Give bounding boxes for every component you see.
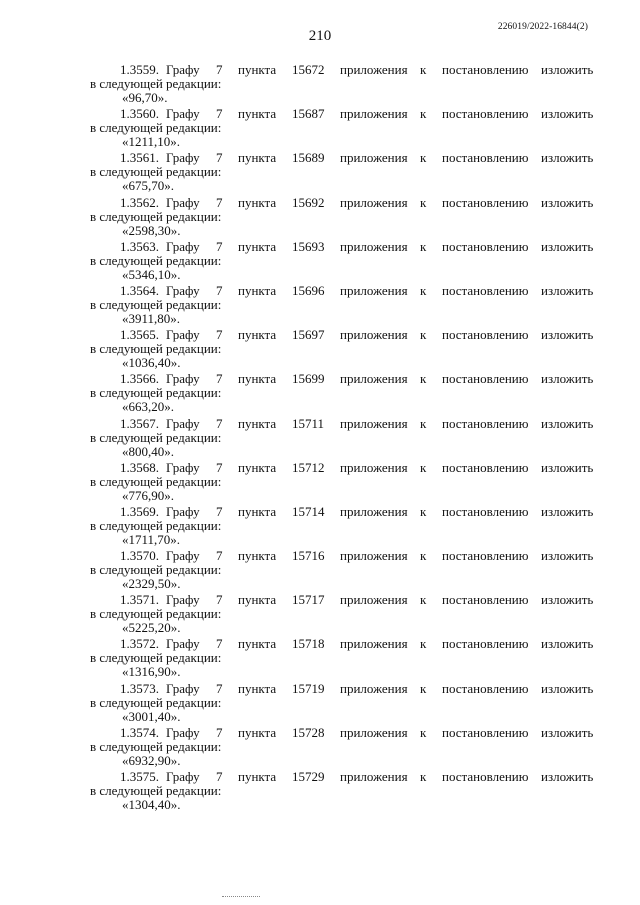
item-word-grafu: Графу <box>166 150 200 166</box>
item-number: 1.3566. <box>120 371 159 387</box>
item-word-postanovleniyu: постановлению <box>442 106 529 122</box>
item-word-grafu: Графу <box>166 724 200 740</box>
item-word-prilozheniya: приложения <box>340 327 408 343</box>
item-point-number: 15692 <box>292 194 325 210</box>
item-number: 1.3563. <box>120 238 159 254</box>
item-word-punkta: пункта <box>238 769 277 784</box>
item-word-izlozhit: изложить <box>541 592 594 608</box>
item-column-number: 7 <box>216 415 223 431</box>
item-point-number: 15728 <box>292 724 325 740</box>
item-word-punkta: пункта <box>238 62 277 77</box>
item-line2: в следующей редакции: <box>90 429 222 445</box>
item-number: 1.3571. <box>120 592 159 608</box>
item-word-izlozhit: изложить <box>541 724 594 740</box>
item-word-punkta: пункта <box>238 724 277 740</box>
item-word-izlozhit: изложить <box>541 327 594 343</box>
amendment-item <box>0 106 640 150</box>
item-word-postanovleniyu: постановлению <box>442 724 529 740</box>
item-word-punkta: пункта <box>238 636 277 652</box>
item-word-postanovleniyu: постановлению <box>442 150 529 166</box>
item-value: «2329,50». <box>122 576 181 592</box>
item-point-number: 15712 <box>292 459 325 475</box>
item-line2: в следующей редакции: <box>90 208 222 224</box>
item-word-prilozheniya: приложения <box>340 459 408 475</box>
item-value: «663,20». <box>122 399 174 415</box>
item-column-number: 7 <box>216 769 223 784</box>
item-word-punkta: пункта <box>238 106 277 122</box>
item-column-number: 7 <box>216 636 223 652</box>
footer-mark <box>222 896 260 900</box>
document-code: 226019/2022-16844(2) <box>497 22 588 32</box>
item-word-k: к <box>420 106 427 122</box>
item-value: «3001,40». <box>122 708 181 724</box>
item-word-izlozhit: изложить <box>541 62 594 77</box>
item-line2: в следующей редакции: <box>90 517 222 533</box>
item-number: 1.3560. <box>120 106 159 122</box>
item-number: 1.3564. <box>120 282 159 298</box>
item-line2: в следующей редакции: <box>90 164 222 180</box>
item-word-k: к <box>420 724 427 740</box>
item-line2: в следующей редакции: <box>90 296 222 312</box>
item-word-izlozhit: изложить <box>541 459 594 475</box>
item-word-izlozhit: изложить <box>541 282 594 298</box>
item-word-postanovleniyu: постановлению <box>442 680 529 696</box>
item-word-izlozhit: изложить <box>541 503 594 519</box>
amendment-item <box>0 283 640 327</box>
item-word-izlozhit: изложить <box>541 548 594 564</box>
item-word-grafu: Графу <box>166 503 200 519</box>
item-column-number: 7 <box>216 150 223 166</box>
item-word-punkta: пункта <box>238 503 277 519</box>
item-value: «776,90». <box>122 487 174 503</box>
item-word-punkta: пункта <box>238 194 277 210</box>
amendment-list <box>0 62 640 813</box>
item-column-number: 7 <box>216 282 223 298</box>
item-word-izlozhit: изложить <box>541 150 594 166</box>
item-word-izlozhit: изложить <box>541 680 594 696</box>
item-point-number: 15711 <box>292 415 325 431</box>
item-word-grafu: Графу <box>166 327 200 343</box>
item-point-number: 15716 <box>292 548 325 564</box>
item-value: «1316,90». <box>122 664 181 680</box>
item-word-prilozheniya: приложения <box>340 592 408 608</box>
item-word-k: к <box>420 680 427 696</box>
item-value: «675,70». <box>122 178 174 194</box>
amendment-item <box>0 460 640 504</box>
item-word-prilozheniya: приложения <box>340 769 408 784</box>
item-word-grafu: Графу <box>166 238 200 254</box>
item-word-punkta: пункта <box>238 371 277 387</box>
item-column-number: 7 <box>216 371 223 387</box>
amendment-item <box>0 681 640 725</box>
item-value: «5225,20». <box>122 620 181 636</box>
item-word-postanovleniyu: постановлению <box>442 592 529 608</box>
item-word-izlozhit: изложить <box>541 415 594 431</box>
item-word-postanovleniyu: постановлению <box>442 459 529 475</box>
item-point-number: 15687 <box>292 106 325 122</box>
item-word-punkta: пункта <box>238 592 277 608</box>
item-column-number: 7 <box>216 503 223 519</box>
item-word-prilozheniya: приложения <box>340 415 408 431</box>
item-number: 1.3572. <box>120 636 159 652</box>
item-line2: в следующей редакции: <box>90 473 222 489</box>
amendment-item <box>0 416 640 460</box>
item-number: 1.3570. <box>120 548 159 564</box>
item-value: «1036,40». <box>122 355 181 371</box>
item-line2: в следующей редакции: <box>90 650 222 666</box>
item-word-postanovleniyu: постановлению <box>442 503 529 519</box>
item-word-k: к <box>420 459 427 475</box>
item-line2: в следующей редакции: <box>90 738 222 754</box>
item-word-izlozhit: изложить <box>541 636 594 652</box>
item-point-number: 15693 <box>292 238 325 254</box>
item-point-number: 15699 <box>292 371 325 387</box>
item-number: 1.3562. <box>120 194 159 210</box>
item-word-k: к <box>420 282 427 298</box>
item-word-prilozheniya: приложения <box>340 150 408 166</box>
item-word-punkta: пункта <box>238 415 277 431</box>
item-word-postanovleniyu: постановлению <box>442 548 529 564</box>
amendment-item <box>0 504 640 548</box>
item-word-k: к <box>420 636 427 652</box>
item-word-postanovleniyu: постановлению <box>442 282 529 298</box>
item-word-grafu: Графу <box>166 62 200 77</box>
item-line2: в следующей редакции: <box>90 562 222 578</box>
item-word-k: к <box>420 371 427 387</box>
item-word-k: к <box>420 327 427 343</box>
item-word-punkta: пункта <box>238 150 277 166</box>
item-word-postanovleniyu: постановлению <box>442 238 529 254</box>
item-word-izlozhit: изложить <box>541 106 594 122</box>
item-number: 1.3573. <box>120 680 159 696</box>
item-word-prilozheniya: приложения <box>340 194 408 210</box>
item-column-number: 7 <box>216 106 223 122</box>
item-line2: в следующей редакции: <box>90 252 222 268</box>
item-point-number: 15696 <box>292 282 325 298</box>
item-value: «5346,10». <box>122 266 181 282</box>
item-word-k: к <box>420 150 427 166</box>
item-column-number: 7 <box>216 459 223 475</box>
item-word-postanovleniyu: постановлению <box>442 636 529 652</box>
item-number: 1.3574. <box>120 724 159 740</box>
amendment-item <box>0 327 640 371</box>
item-word-prilozheniya: приложения <box>340 371 408 387</box>
item-word-grafu: Графу <box>166 548 200 564</box>
item-point-number: 15689 <box>292 150 325 166</box>
item-point-number: 15729 <box>292 769 325 784</box>
item-line2: в следующей редакции: <box>90 120 222 136</box>
item-word-prilozheniya: приложения <box>340 680 408 696</box>
item-word-prilozheniya: приложения <box>340 238 408 254</box>
item-value: «1711,70». <box>122 531 181 547</box>
item-word-grafu: Графу <box>166 415 200 431</box>
item-column-number: 7 <box>216 327 223 343</box>
amendment-item <box>0 725 640 769</box>
item-word-punkta: пункта <box>238 548 277 564</box>
item-number: 1.3565. <box>120 327 159 343</box>
item-column-number: 7 <box>216 680 223 696</box>
item-point-number: 15672 <box>292 62 325 77</box>
item-word-grafu: Графу <box>166 769 200 784</box>
item-word-k: к <box>420 548 427 564</box>
item-point-number: 15718 <box>292 636 325 652</box>
amendment-item <box>0 548 640 592</box>
item-value: «6932,90». <box>122 752 181 768</box>
item-word-grafu: Графу <box>166 636 200 652</box>
item-word-postanovleniyu: постановлению <box>442 327 529 343</box>
item-number: 1.3568. <box>120 459 159 475</box>
amendment-item <box>0 62 640 106</box>
item-line2: в следующей редакции: <box>90 341 222 357</box>
item-word-izlozhit: изложить <box>541 238 594 254</box>
item-word-k: к <box>420 503 427 519</box>
item-word-prilozheniya: приложения <box>340 636 408 652</box>
item-number: 1.3575. <box>120 769 159 784</box>
item-value: «2598,30». <box>122 222 181 238</box>
item-word-punkta: пункта <box>238 459 277 475</box>
item-word-grafu: Графу <box>166 282 200 298</box>
item-word-prilozheniya: приложения <box>340 282 408 298</box>
item-word-k: к <box>420 415 427 431</box>
item-column-number: 7 <box>216 592 223 608</box>
item-word-grafu: Графу <box>166 680 200 696</box>
item-word-punkta: пункта <box>238 238 277 254</box>
item-line2: в следующей редакции: <box>90 606 222 622</box>
item-column-number: 7 <box>216 194 223 210</box>
amendment-item <box>0 592 640 636</box>
item-number: 1.3561. <box>120 150 159 166</box>
item-word-punkta: пункта <box>238 680 277 696</box>
item-word-grafu: Графу <box>166 592 200 608</box>
item-word-k: к <box>420 592 427 608</box>
item-number: 1.3569. <box>120 503 159 519</box>
item-word-punkta: пункта <box>238 282 277 298</box>
page-number: 210 <box>308 28 332 44</box>
item-word-izlozhit: изложить <box>541 371 594 387</box>
item-word-postanovleniyu: постановлению <box>442 62 529 77</box>
item-word-izlozhit: изложить <box>541 194 594 210</box>
item-number: 1.3567. <box>120 415 159 431</box>
item-word-prilozheniya: приложения <box>340 503 408 519</box>
item-word-punkta: пункта <box>238 327 277 343</box>
item-column-number: 7 <box>216 548 223 564</box>
amendment-item <box>0 239 640 283</box>
item-word-grafu: Графу <box>166 106 200 122</box>
item-number: 1.3559. <box>120 62 159 77</box>
item-word-prilozheniya: приложения <box>340 724 408 740</box>
item-word-grafu: Графу <box>166 194 200 210</box>
item-value: «800,40». <box>122 443 174 459</box>
item-point-number: 15719 <box>292 680 325 696</box>
item-word-postanovleniyu: постановлению <box>442 415 529 431</box>
item-value: «1211,10». <box>122 134 181 150</box>
item-word-postanovleniyu: постановлению <box>442 194 529 210</box>
item-line2: в следующей редакции: <box>90 385 222 401</box>
amendment-item <box>0 150 640 194</box>
amendment-item <box>0 769 640 813</box>
item-word-postanovleniyu: постановлению <box>442 769 529 784</box>
item-line2: в следующей редакции: <box>90 783 222 798</box>
item-word-k: к <box>420 238 427 254</box>
amendment-item <box>0 371 640 415</box>
amendment-item <box>0 195 640 239</box>
item-column-number: 7 <box>216 238 223 254</box>
item-value: «3911,80». <box>122 310 181 326</box>
item-point-number: 15697 <box>292 327 325 343</box>
item-value: «1304,40». <box>122 797 181 812</box>
item-word-k: к <box>420 62 427 77</box>
item-word-prilozheniya: приложения <box>340 548 408 564</box>
item-line2: в следующей редакции: <box>90 76 222 91</box>
item-word-izlozhit: изложить <box>541 769 594 784</box>
item-word-postanovleniyu: постановлению <box>442 371 529 387</box>
item-column-number: 7 <box>216 62 223 77</box>
item-word-k: к <box>420 194 427 210</box>
item-word-prilozheniya: приложения <box>340 106 408 122</box>
item-word-grafu: Графу <box>166 459 200 475</box>
amendment-item <box>0 636 640 680</box>
item-word-k: к <box>420 769 427 784</box>
item-value: «96,70». <box>122 90 168 105</box>
item-column-number: 7 <box>216 724 223 740</box>
item-point-number: 15717 <box>292 592 325 608</box>
item-point-number: 15714 <box>292 503 325 519</box>
item-line2: в следующей редакции: <box>90 694 222 710</box>
item-word-grafu: Графу <box>166 371 200 387</box>
item-word-prilozheniya: приложения <box>340 62 408 77</box>
